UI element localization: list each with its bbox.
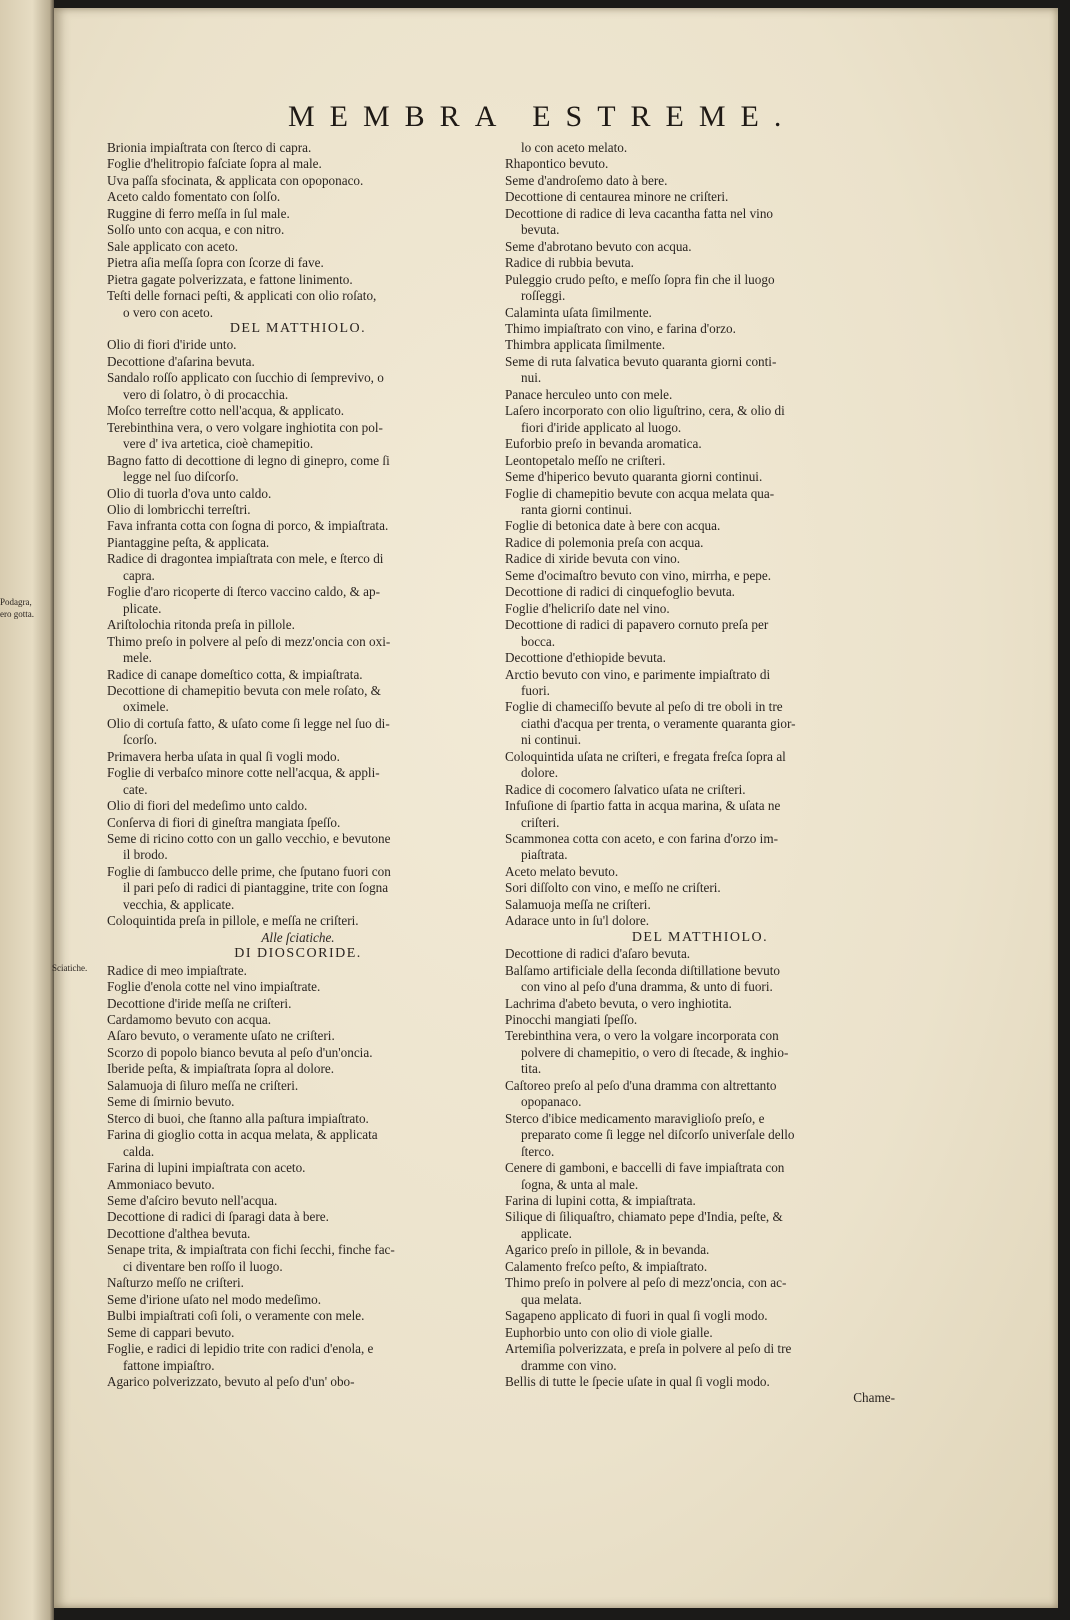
text-line-continuation: roſſeggi. <box>521 288 566 304</box>
left-text-column <box>107 140 489 1390</box>
text-line: Salamuoja di ſiluro meſſa ne criſteri. <box>107 1077 299 1093</box>
text-line: Foglie di chameciſſo bevute al peſo di tre oboli in tre <box>505 699 783 715</box>
text-line: Foglie di chamepitio bevute con acqua melata qua- <box>505 485 775 501</box>
text-line: Olio di fiori d'iride unto. <box>107 337 237 353</box>
text-line: Olio di tuorla d'ova unto caldo. <box>107 485 272 501</box>
text-line: Thimo impiaſtrato con vino, e farina d'orzo. <box>505 320 736 336</box>
text-line: Pietra gagate polverizzata, e fattone linimento. <box>107 271 353 287</box>
text-line: Decottione di centaurea minore ne criſteri. <box>505 189 729 205</box>
text-line: Aceto melato bevuto. <box>505 863 619 879</box>
text-line: Foglie d'enola cotte nel vino impiaſtrate. <box>107 979 321 995</box>
text-line-continuation: polvere di chamepitio, o vero di ſtecade, & inghio- <box>521 1044 789 1060</box>
text-line: Decottione d'iride meſſa ne criſteri. <box>107 995 292 1011</box>
text-line: Radice di polemonia preſa con acqua. <box>505 534 704 550</box>
text-line-continuation: preparato come ſi legge nel diſcorſo univerſale dello <box>521 1127 795 1143</box>
text-line: Foglie di verbaſco minore cotte nell'acqua, & appli- <box>107 765 380 781</box>
text-line: Conſerva di fiori di gineſtra mangiata ſpeſſo. <box>107 814 341 830</box>
text-line-continuation: vero di ſolatro, ò di procacchia. <box>123 386 289 402</box>
text-line: Olio di lombricchi terreſtri. <box>107 501 251 517</box>
text-line: Seme d'androſemo dato à bere. <box>505 172 668 188</box>
text-line: Foglie d'helitropio faſciate ſopra al male. <box>107 156 322 172</box>
text-line: Euforbio preſo in bevanda aromatica. <box>505 436 702 452</box>
text-line: Fava infranta cotta con ſogna di porco, & impiaſtrata. <box>107 518 389 534</box>
text-line: Thimbra applicata ſimilmente. <box>505 337 666 353</box>
section-heading: DEL MATTHIOLO. <box>229 320 367 336</box>
text-line: Ammoniaco bevuto. <box>107 1176 215 1192</box>
text-line: Silique di ſiliquaſtro, chiamato pepe d'India, peſte, & <box>505 1209 783 1225</box>
text-line-continuation: calda. <box>123 1143 155 1159</box>
text-line: Seme di ruta ſalvatica bevuto quaranta giorni conti- <box>505 353 777 369</box>
text-line-continuation: ci diventare ben roſſo il luogo. <box>123 1258 283 1274</box>
text-line: Foglie d'aro ricoperte di ſterco vaccino caldo, & ap- <box>107 584 380 600</box>
text-line: Uva paſſa sfocinata, & applicata con opoponaco. <box>107 172 364 188</box>
text-line: Thimo preſo in polvere al peſo di mezz'oncia, con ac- <box>505 1275 787 1291</box>
text-line: Sori diſſolto con vino, e meſſo ne criſteri. <box>505 880 721 896</box>
text-line: Foglie di betonica date à bere con acqua. <box>505 518 721 534</box>
text-line-continuation: ni continui. <box>521 732 582 748</box>
text-line: Iberide peſta, & impiaſtrata ſopra al dolore. <box>107 1061 335 1077</box>
text-line: Decottione d'ethiopide bevuta. <box>505 650 666 666</box>
text-line: Adarace unto in ſu'l dolore. <box>505 913 650 929</box>
text-line-continuation: fiori d'iride applicato al luogo. <box>521 419 682 435</box>
text-line: Brionia impiaſtrata con ſterco di capra. <box>107 140 312 155</box>
text-line: Pietra aſia meſſa ſopra con ſcorze di fave. <box>107 255 324 271</box>
text-line: Bellis di tutte le ſpecie uſate in qual ſi vogli modo. <box>505 1373 770 1389</box>
text-line: Seme d'aſciro bevuto nell'acqua. <box>107 1193 278 1208</box>
text-line: Seme d'ocimaſtro bevuto con vino, mirrha, e pepe. <box>505 567 772 583</box>
text-line: Sterco di buoi, che ſtanno alla paſtura impiaſtrato. <box>107 1110 369 1126</box>
margin-note-sciatiche: Sciatiche. <box>52 963 88 973</box>
text-line: Balſamo artificiale della ſeconda diſtillatione bevuto <box>505 962 781 978</box>
text-line: Caſtoreo preſo al peſo d'una dramma con altrettanto <box>505 1077 777 1093</box>
text-line: Piantaggine peſta, & applicata. <box>107 534 270 550</box>
text-line: Olio di fiori del medeſimo unto caldo. <box>107 798 308 814</box>
text-line: Farina di lupini impiaſtrata con aceto. <box>107 1160 306 1176</box>
text-line-continuation: oximele. <box>123 699 169 715</box>
text-line: Scorzo di popolo bianco bevuta al peſo d'un'oncia. <box>107 1044 373 1060</box>
catchword: Chame- <box>853 1390 895 1406</box>
text-line-continuation: piaſtrata. <box>521 847 568 863</box>
text-line: Arctio bevuto con vino, e parimente impiaſtrato di <box>505 666 771 682</box>
text-line-continuation: bocca. <box>521 633 556 649</box>
text-line: Moſco terreſtre cotto nell'acqua, & applicato. <box>107 403 345 419</box>
text-line: Lachrima d'abeto bevuta, o vero inghiotita. <box>505 995 732 1011</box>
text-line-continuation: vere d' iva artetica, cioè chamepitio. <box>123 436 314 452</box>
text-line: Radice di cocomero ſalvatico uſata ne criſteri. <box>505 781 746 797</box>
text-line: Foglie di ſambucco delle prime, che ſputano fuori con <box>107 863 391 879</box>
text-line: Senape trita, & impiaſtrata con fichi ſecchi, finche fac- <box>107 1242 395 1258</box>
italic-subheading: Alle ſciatiche. <box>261 929 335 945</box>
text-line: Decottione di radici d'aſaro bevuta. <box>505 946 691 962</box>
text-line: Sterco d'ibice medicamento maraviglioſo preſo, e <box>505 1110 765 1126</box>
text-line: Decottione d'aſarina bevuta. <box>107 353 255 369</box>
text-line: Laſero incorporato con olio liguſtrino, cera, & olio di <box>505 403 785 419</box>
text-line-continuation: ſterco. <box>521 1143 555 1159</box>
text-line: Seme d'irione uſato nel modo medeſimo. <box>107 1291 322 1307</box>
text-line: Radice di canape domeſtico cotta, & impiaſtrata. <box>107 666 363 682</box>
text-line: Rhapontico bevuto. <box>505 156 609 172</box>
text-line: Solſo unto con acqua, e con nitro. <box>107 222 285 238</box>
text-line: Terebinthina vera, o vero volgare inghiotita con pol- <box>107 419 383 435</box>
text-line: Decottione di radici di ſparagi data à bere. <box>107 1209 329 1225</box>
text-line-continuation: il brodo. <box>123 847 168 863</box>
text-line: Sale applicato con aceto. <box>107 238 239 254</box>
text-line: Coloquintida preſa in pillole, e meſſa ne criſteri. <box>107 913 359 929</box>
text-line: Primavera herba uſata in qual ſi vogli modo. <box>107 748 340 764</box>
text-line-continuation: ſogna, & unta al male. <box>521 1176 639 1192</box>
text-line: Aceto caldo fomentato con ſolſo. <box>107 189 281 205</box>
text-line: Agarico preſo in pillole, & in bevanda. <box>505 1242 710 1258</box>
text-line-continuation: qua melata. <box>521 1291 582 1307</box>
text-line: Sandalo roſſo applicato con ſucchio di ſemprevivo, o <box>107 370 384 386</box>
text-line: Salamuoja meſſa ne criſteri. <box>505 896 651 912</box>
text-line: Decottione di radici di papavero cornuto preſa per <box>505 617 769 633</box>
text-line-continuation: nui. <box>521 370 542 386</box>
text-line: Panace herculeo unto con mele. <box>505 386 673 402</box>
text-line: Calamento freſco peſto, & impiaſtrato. <box>505 1258 708 1274</box>
text-line: Radice di xiride bevuta con vino. <box>505 551 681 567</box>
text-line-continuation: ſcorſo. <box>123 732 158 748</box>
text-line: Decottione d'althea bevuta. <box>107 1225 251 1241</box>
text-line: Decottione di radice di leva cacantha fatta nel vino <box>505 205 774 221</box>
right-text-column <box>505 140 895 1407</box>
text-line: Artemiſia polverizzata, e preſa in polvere al peſo di tre <box>505 1341 792 1357</box>
text-line-continuation: cate. <box>123 781 148 797</box>
text-line: Leontopetalo meſſo ne criſteri. <box>505 452 666 468</box>
text-line: Decottione di radici di cinquefoglio bevuta. <box>505 584 735 600</box>
text-line-continuation: dolore. <box>521 765 558 781</box>
margin-note-gotta: ero gotta. <box>0 609 34 619</box>
text-line-continuation: capra. <box>123 567 155 583</box>
text-line: Naſturzo meſſo ne criſteri. <box>107 1275 244 1291</box>
text-line: Seme d'abrotano bevuto con acqua. <box>505 238 692 254</box>
text-line-continuation: fattone impiaſtro. <box>123 1357 215 1373</box>
text-line: Infuſione di ſpartio fatta in acqua marina, & uſata ne <box>505 798 781 814</box>
text-line: Foglie d'helicriſo date nel vino. <box>505 600 670 616</box>
text-line: Cenere di gamboni, e baccelli di fave impiaſtrata con <box>505 1160 785 1176</box>
text-line: Ariſtolochia ritonda preſa in pillole. <box>107 617 295 633</box>
text-line-continuation: vecchia, & applicate. <box>123 896 235 912</box>
text-line: Farina di gioglio cotta in acqua melata, & applicata <box>107 1127 378 1143</box>
text-line-continuation: ranta giorni continui. <box>521 501 632 517</box>
text-line: Decottione di chamepitio bevuta con mele roſato, & <box>107 682 381 698</box>
text-line-continuation: fuori. <box>521 682 550 698</box>
text-line: Pinocchi mangiati ſpeſſo. <box>505 1012 638 1028</box>
text-line: Bagno fatto di decottione di legno di ginepro, come ſi <box>107 452 390 468</box>
text-line: Farina di lupini cotta, & impiaſtrata. <box>505 1193 696 1208</box>
text-line: Seme d'hiperico bevuto quaranta giorni continui. <box>505 469 763 485</box>
text-line-continuation: ciathi d'acqua per trenta, o veramente quaranta gior- <box>521 715 796 731</box>
text-line-continuation: opopanaco. <box>521 1094 582 1110</box>
text-line: Teſti delle fornaci peſti, & applicati con olio roſato, <box>107 288 377 304</box>
page-title: MEMBRA ESTREME. <box>288 100 797 133</box>
text-line: Thimo preſo in polvere al peſo di mezz'oncia con oxi- <box>107 633 391 649</box>
text-line: Ruggine di ferro meſſa in ſul male. <box>107 205 290 221</box>
text-line: Foglie, e radici di lepidio trite con radici d'enola, e <box>107 1341 374 1357</box>
text-line-continuation: tita. <box>521 1061 542 1077</box>
text-line: Seme di ſmirnio bevuto. <box>107 1094 235 1110</box>
text-line-continuation: lo con aceto melato. <box>521 140 628 155</box>
text-line: Agarico polverizzato, bevuto al peſo d'un' obo- <box>107 1373 355 1389</box>
text-line: Terebinthina vera, o vero la volgare incorporata con <box>505 1028 779 1044</box>
text-line-continuation: con vino al peſo d'una dramma, & unto di fuori. <box>521 979 773 995</box>
margin-note-podagra: Podagra, <box>0 597 32 607</box>
text-line: Seme di cappari bevuto. <box>107 1324 235 1340</box>
text-line: Sagapeno applicato di fuori in qual ſi vogli modo. <box>505 1308 768 1324</box>
text-line: Cardamomo bevuto con acqua. <box>107 1012 272 1028</box>
section-heading: DI DIOSCORIDE. <box>234 946 362 962</box>
text-line-continuation: il pari peſo di radici di piantaggine, trite con ſogna <box>123 880 389 896</box>
text-line-continuation: plicate. <box>123 600 162 616</box>
text-line: Seme di ricino cotto con un gallo vecchio, e bevutone <box>107 831 391 847</box>
text-line-continuation: dramme con vino. <box>521 1357 617 1373</box>
text-line: Scammonea cotta con aceto, e con farina d'orzo im- <box>505 831 778 847</box>
text-line: Puleggio crudo peſto, e meſſo ſopra fin che il luogo <box>505 271 775 287</box>
text-line: Coloquintida uſata ne criſteri, e fregata freſca ſopra al <box>505 748 786 764</box>
text-line-continuation: applicate. <box>521 1225 572 1241</box>
text-line: Olio di cortuſa fatto, & uſato come ſi legge nel ſuo di- <box>107 715 390 731</box>
text-line: Radice di rubbia bevuta. <box>505 255 634 271</box>
text-line-continuation: legge nel ſuo diſcorſo. <box>123 469 239 485</box>
text-line: Calaminta uſata ſimilmente. <box>505 304 652 320</box>
book-binding <box>0 0 54 1620</box>
text-line: Aſaro bevuto, o veramente uſato ne criſteri. <box>107 1028 335 1044</box>
text-line: Euphorbio unto con olio di viole gialle. <box>505 1324 713 1340</box>
text-line-continuation: o vero con aceto. <box>123 304 214 320</box>
text-line-continuation: mele. <box>123 650 152 666</box>
text-line: Radice di dragontea impiaſtrata con mele, e ſterco di <box>107 551 384 567</box>
text-line: Radice di meo impiaſtrate. <box>107 962 247 978</box>
section-heading: DEL MATTHIOLO. <box>631 929 769 945</box>
text-line-continuation: criſteri. <box>521 814 560 830</box>
text-line-continuation: bevuta. <box>521 222 560 238</box>
text-line: Bulbi impiaſtrati coſi ſoli, o veramente con mele. <box>107 1308 365 1324</box>
